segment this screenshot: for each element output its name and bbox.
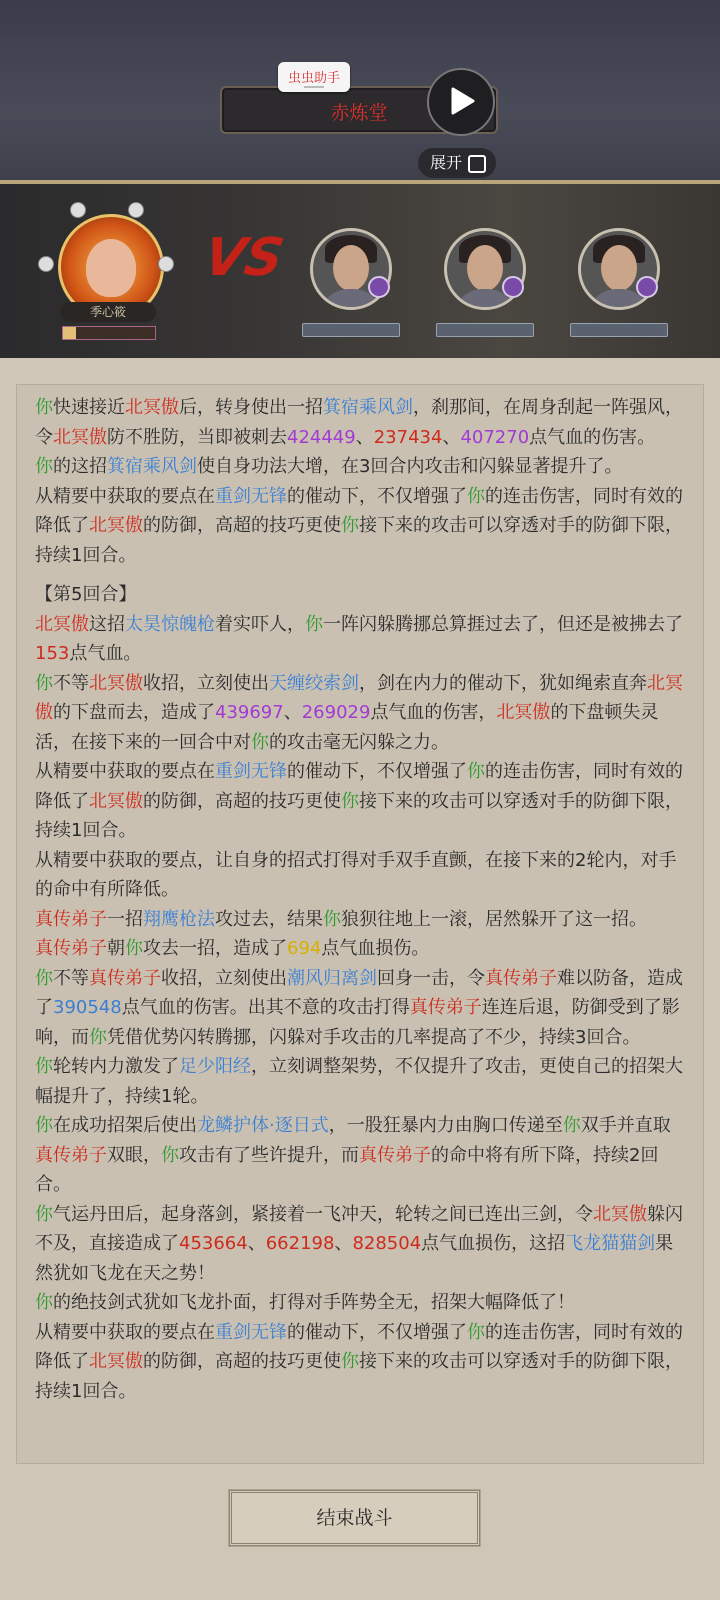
hero-progress-bar [62, 326, 156, 340]
log-segment: 的绝技剑式犹如飞龙扑面，打得对手阵势全无，招架大幅降低了！ [53, 1292, 575, 1313]
log-segment: 你 [35, 967, 53, 989]
log-segment: 从精要中获取的要点在 [35, 1321, 215, 1343]
log-segment: 一阵闪躲腾挪总算捱过去了，但还是被拂去了 [323, 613, 683, 635]
log-segment: 潮风归离剑 [287, 967, 377, 989]
log-segment: 你 [341, 790, 359, 812]
log-segment: 北冥傲 [89, 790, 143, 812]
log-segment: ，刹那间，在周身刮起一阵强风，令 [35, 397, 683, 448]
log-line [35, 1111, 687, 1200]
log-segment: 北冥傲 [593, 1203, 647, 1225]
log-segment: 接下来的攻击可以穿透对手的防御下限，持续1回合。 [35, 515, 683, 566]
log-segment: 【第5回合】 [35, 584, 137, 605]
log-segment: 后，转身使出一招 [179, 397, 323, 418]
log-segment: 453664 [179, 1233, 248, 1254]
log-line [35, 846, 687, 905]
skill-orb [70, 202, 86, 218]
battle-log [35, 393, 687, 1406]
log-line [35, 1288, 687, 1318]
log-segment: 、 [355, 426, 374, 448]
log-segment: 你 [467, 761, 485, 782]
log-segment: 点气血的伤害， [370, 702, 497, 723]
log-segment: 果然犹如飞龙在天之势！ [35, 1233, 674, 1284]
log-segment: 真传弟子 [409, 997, 482, 1018]
log-segment: 朝 [107, 938, 125, 959]
log-segment: 北冥傲 [496, 702, 551, 723]
log-segment: 回身一击，令 [377, 967, 485, 989]
log-segment: 从精要中获取的要点在 [35, 761, 215, 782]
log-line [35, 580, 687, 610]
log-line [35, 964, 687, 1053]
log-segment: 攻去一招，造成了 [143, 938, 287, 959]
log-segment: 使自身功法大增，在3回合内攻击和闪躲显著提升了。 [197, 456, 623, 477]
log-segment: 的催动下，不仅增强了 [287, 485, 467, 507]
log-segment: 在成功招架后使出 [53, 1115, 197, 1136]
log-segment: 的连击伤害，同时有效的降低了 [35, 761, 683, 812]
log-segment: 、 [247, 1233, 266, 1254]
log-segment: 翔鹰枪法 [143, 908, 215, 930]
log-segment: 153 [35, 643, 70, 664]
assistant-chip[interactable] [278, 62, 350, 92]
log-segment: ，立刻调整架势，不仅提升了攻击，更使自己的招架大幅提升了，持续1轮。 [35, 1056, 683, 1107]
log-segment: 不等 [53, 967, 89, 989]
log-segment: 你 [161, 1144, 179, 1166]
log-segment: 你 [341, 1351, 359, 1372]
log-segment: 收招，立刻使出 [143, 672, 269, 694]
log-segment: 你 [125, 938, 143, 959]
log-line [35, 934, 687, 964]
log-segment: 的这招 [53, 456, 107, 477]
log-segment: 你 [35, 456, 53, 477]
enemy-rank-badge [368, 276, 390, 298]
log-line [35, 393, 687, 452]
log-segment: 躲闪不及，直接造成了 [35, 1203, 683, 1254]
vs-emblem: VS [199, 228, 288, 288]
log-segment: 你 [35, 1115, 53, 1136]
log-segment: 、 [283, 702, 302, 723]
log-segment: 双眼， [107, 1144, 161, 1166]
log-segment: 你 [467, 485, 485, 507]
log-segment: 、 [334, 1233, 353, 1254]
log-line [35, 905, 687, 935]
log-segment: 点气血的伤害。 [529, 426, 656, 448]
end-battle-button[interactable]: 结束战斗 [229, 1490, 480, 1546]
log-segment: 你 [305, 613, 323, 635]
enemy-rank-badge [502, 276, 524, 298]
log-segment: 收招，立刻使出 [161, 967, 287, 989]
enemy-face [601, 245, 637, 291]
log-segment: 一招 [107, 908, 143, 930]
hero-name: 季心筱 [60, 302, 156, 322]
log-segment: 轮转内力激发了 [53, 1056, 179, 1077]
play-icon [447, 86, 477, 116]
log-segment: 390548 [53, 997, 122, 1018]
log-segment: ，一股狂暴内力由胸口传递至 [328, 1115, 563, 1136]
expand-button[interactable] [418, 148, 496, 178]
log-segment: 269029 [301, 702, 371, 723]
hero-progress-fill [63, 327, 76, 339]
log-segment: 你 [35, 1203, 53, 1225]
log-segment: 飞龙猫猫剑 [565, 1233, 656, 1254]
log-segment: 662198 [265, 1233, 335, 1254]
log-segment: 不等 [53, 672, 89, 694]
log-segment: 的攻击毫无闪躲之力。 [269, 731, 449, 753]
log-segment: 重剑无锋 [215, 485, 287, 507]
log-segment: 你 [323, 908, 341, 930]
log-segment: 连连后退，防御受到了影响，而 [35, 997, 680, 1048]
log-line [35, 452, 687, 482]
log-line [35, 1200, 687, 1289]
log-segment: 424449 [287, 426, 356, 448]
log-segment: 点气血。 [69, 643, 142, 664]
log-segment: 你 [35, 672, 53, 694]
log-segment: 真传弟子 [359, 1144, 431, 1166]
log-segment: 攻击有了些许提升，而 [179, 1144, 359, 1166]
enemy-rank-badge [636, 276, 658, 298]
log-segment: 694 [287, 938, 322, 959]
skill-orb [128, 202, 144, 218]
log-segment: 气运丹田后，起身落剑，紧接着一飞冲天，轮转之间已连出三剑，令 [53, 1203, 593, 1225]
log-segment: 439697 [215, 702, 284, 723]
log-segment: 难以防备，造成了 [35, 967, 683, 1018]
log-segment: 北冥傲 [89, 515, 143, 536]
log-segment: 的下盘而去，造成了 [53, 702, 215, 723]
enemy-hp-bar [302, 323, 400, 337]
log-line [35, 610, 687, 669]
log-line [35, 669, 687, 758]
log-segment: 北冥傲 [35, 672, 683, 723]
log-segment: 这招 [89, 613, 125, 635]
log-segment: 你 [562, 1115, 581, 1136]
log-segment: ，剑在内力的催动下，犹如绳索直奔 [359, 672, 647, 694]
log-line [35, 1052, 687, 1111]
log-segment: 攻过去，结果 [215, 908, 323, 930]
log-segment: 重剑无锋 [215, 1321, 287, 1343]
log-segment: 天缠绞索剑 [269, 672, 359, 694]
location-title: 赤炼堂 [330, 102, 388, 124]
log-segment: 箕宿乘风剑 [323, 397, 413, 418]
expand-icon [468, 155, 486, 173]
log-segment: 的催动下，不仅增强了 [287, 1321, 467, 1343]
log-segment: 着实吓人， [215, 613, 305, 635]
chip-handle [304, 86, 324, 88]
log-segment: 真传弟子 [35, 938, 107, 959]
log-segment: 从精要中获取的要点在 [35, 485, 215, 507]
log-segment: 真传弟子 [35, 908, 107, 930]
log-line [35, 757, 687, 846]
enemy-hp-bar [570, 323, 668, 337]
log-segment: 真传弟子 [89, 967, 161, 989]
log-segment: 北冥傲 [89, 672, 143, 694]
battle-scene [0, 184, 720, 358]
log-segment: 重剑无锋 [215, 761, 287, 782]
log-segment: 北冥傲 [125, 397, 179, 418]
log-segment: 的防御，高超的技巧更使 [143, 1351, 341, 1372]
top-bar [0, 0, 720, 183]
battle-log-panel[interactable] [16, 384, 704, 1464]
log-segment: 真传弟子 [485, 967, 557, 989]
log-segment: 的催动下，不仅增强了 [287, 761, 467, 782]
play-button[interactable] [427, 68, 495, 136]
log-segment: 你 [467, 1321, 485, 1343]
log-segment: 你 [89, 1026, 107, 1048]
log-segment: 足少阳经 [179, 1056, 251, 1077]
log-segment: 接下来的攻击可以穿透对手的防御下限，持续1回合。 [35, 790, 683, 841]
log-segment: 箕宿乘风剑 [107, 456, 197, 477]
log-segment: 828504 [352, 1233, 422, 1254]
log-segment: 真传弟子 [35, 1144, 107, 1166]
log-segment: 237434 [373, 426, 443, 448]
log-segment: 点气血损伤。 [321, 938, 430, 959]
enemy-face [467, 245, 503, 291]
log-segment: 狼狈往地上一滚，居然躲开了这一招。 [341, 908, 647, 930]
log-segment: 北冥傲 [35, 613, 89, 635]
log-segment: 太昊惊魄枪 [125, 613, 215, 635]
assistant-chip-label: 虫虫助手 [287, 71, 340, 86]
log-segment: 双手并直取 [580, 1115, 671, 1136]
log-line [35, 1318, 687, 1407]
skill-orb [38, 256, 54, 272]
log-segment: 、 [442, 426, 461, 448]
log-segment: 的防御，高超的技巧更使 [143, 515, 341, 536]
log-segment: 你 [35, 1292, 53, 1313]
log-segment: 点气血的伤害。出其不意的攻击打得 [121, 997, 410, 1018]
skill-orb [158, 256, 174, 272]
log-segment: 你 [35, 1056, 53, 1077]
log-segment: 从精要中获取的要点，让自身的招式打得对手双手直颤，在接下来的2轮内，对手的命中有所降低。 [35, 849, 677, 900]
log-segment: 407270 [460, 426, 530, 448]
log-segment: 龙鳞护体·逐日式 [197, 1115, 329, 1136]
hero-face [86, 239, 136, 297]
log-segment: 的命中将有所下降，持续2回合。 [35, 1144, 659, 1195]
log-line [35, 482, 687, 571]
log-segment: 北冥傲 [53, 426, 107, 448]
enemy-face [333, 245, 369, 291]
log-segment: 防不胜防，当即被刺去 [107, 426, 287, 448]
log-segment: 快速接近 [53, 397, 125, 418]
log-segment: 接下来的攻击可以穿透对手的防御下限，持续1回合。 [35, 1351, 683, 1402]
log-segment: 点气血损伤，这招 [421, 1233, 566, 1254]
log-segment: 你 [251, 731, 269, 753]
log-segment: 北冥傲 [89, 1351, 143, 1372]
log-segment: 你 [341, 515, 359, 536]
log-segment: 你 [35, 397, 53, 418]
enemy-hp-bar [436, 323, 534, 337]
log-segment: 的防御，高超的技巧更使 [143, 790, 341, 812]
expand-label: 展开 [430, 153, 463, 172]
log-segment: 的连击伤害，同时有效的降低了 [35, 485, 683, 536]
log-segment: 的连击伤害，同时有效的降低了 [35, 1321, 683, 1372]
log-segment: 凭借优势闪转腾挪，闪躲对手攻击的几率提高了不少，持续3回合。 [107, 1026, 641, 1048]
log-segment: 的下盘顿失灵活，在接下来的一回合中对 [35, 702, 659, 753]
